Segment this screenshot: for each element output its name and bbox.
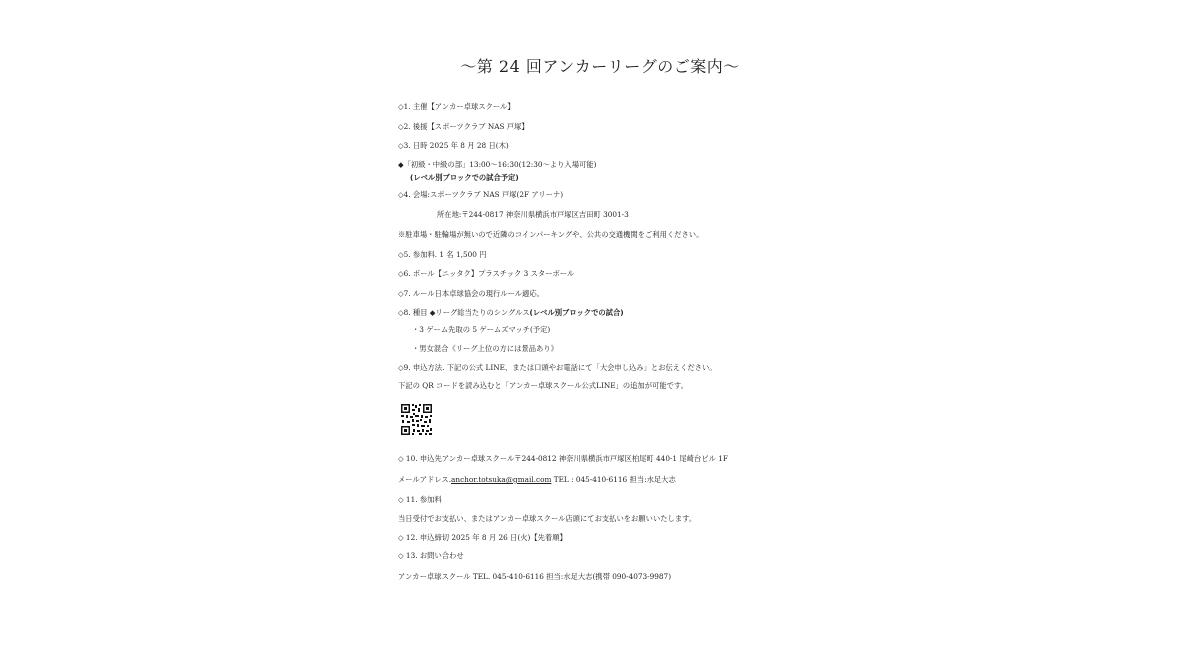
fee-line: ◇5. 参加料. 1 名 1,500 円 — [398, 250, 487, 259]
contact-address-line: ◇ 10. 申込先アンカー卓球スクール〒244-0812 神奈川県横浜市戸塚区柏尾町 440-1 尾崎台ビル 1F — [398, 454, 728, 463]
email-link[interactable]: anchor.totsuka@gmail.com — [451, 475, 552, 484]
apply-method-line: ◇9. 申込方法. 下記の公式 LINE、または口頭やお電話にて「大会申し込み」とお伝えください。 — [398, 363, 717, 372]
division-line: ◆「初級・中級の部」13:00〜16:30(12:30〜より入場可能) — [398, 160, 597, 169]
ball-line: ◇6. ボール【ニッタク】プラスチック 3 スターボール — [398, 269, 575, 278]
organizer-line: ◇1. 主催【アンカー卓球スクール】 — [398, 102, 515, 111]
inquiry-text: アンカー卓球スクール TEL. 045-410-6116 担当:水足大志(携帯 090-4073-9987) — [398, 572, 672, 581]
format-line-2: ・男女混合《リーグ上位の方には景品あり》 — [412, 344, 558, 353]
mail-prefix: メールアドレス. — [398, 475, 452, 484]
division-note: (レベル別ブロックでの試合予定) — [410, 173, 519, 182]
rules-line: ◇7. ルール日本卓球協会の現行ルール適応。 — [398, 289, 544, 298]
qr-note-line: 下記の QR コードを読み込むと「アンカー卓球スクール公式LINE」の追加が可能です。 — [398, 381, 688, 390]
sponsor-line: ◇2. 後援【スポーツクラブ NAS 戸塚】 — [398, 122, 529, 131]
address-line: 所在地:〒244-0817 神奈川県横浜市戸塚区吉田町 3001-3 — [437, 210, 629, 219]
mail-suffix: TEL : 045-410-6116 担当:水足大志 — [551, 475, 676, 484]
format-line-1: ・3 ゲーム先取の 5 ゲームズマッチ(予定) — [412, 325, 551, 334]
event-line — [398, 308, 624, 318]
date-line: ◇3. 日時 2025 年 8 月 28 日(木) — [398, 141, 509, 150]
event-bold: (レベル別ブロックでの試合) — [529, 308, 624, 317]
document-title: 〜第 24 回アンカーリーグのご案内〜 — [460, 57, 740, 76]
deadline-line: ◇ 12. 申込締切 2025 年 8 月 26 日(火)【先着順】 — [398, 533, 567, 542]
payment-title: ◇ 11. 参加料 — [398, 495, 442, 504]
parking-note: ※駐車場・駐輪場が無いので近隣のコインパーキングや、公共の交通機関をご利用ください。 — [398, 230, 704, 239]
qr-code-icon[interactable] — [400, 403, 433, 436]
inquiry-title: ◇ 13. お問い合わせ — [398, 551, 464, 560]
mail-line — [398, 475, 676, 485]
payment-text: 当日受付でお支払い、またはアンカー卓球スクール店頭にてお支払いをお願いいたします。 — [398, 514, 697, 523]
event-prefix: ◇8. 種目 ◆リーグ総当たりのシングルス — [398, 308, 530, 317]
venue-line: ◇4. 会場:スポーツクラブ NAS 戸塚(2F アリーナ) — [398, 190, 564, 199]
